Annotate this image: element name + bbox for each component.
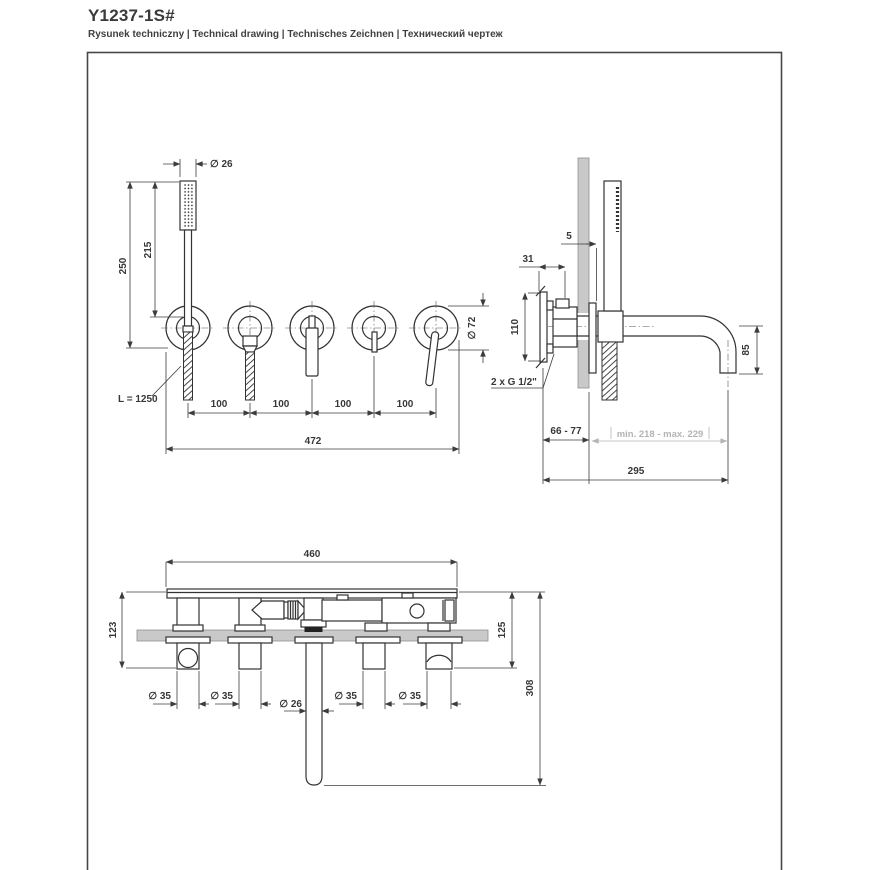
dim-plan-trim-diameter-4: ∅ 35 (398, 691, 421, 702)
front-view (118, 159, 489, 454)
dim-side-body-height: 110 (510, 318, 521, 336)
dim-plan-right-depth: 125 (497, 621, 508, 639)
side-wall (578, 158, 589, 388)
dim-side-wall-thickness-range: 66 - 77 (550, 426, 582, 437)
dim-side-in-wall-depth: 31 (522, 254, 534, 265)
dim-plan-trim-diameter-1: ∅ 35 (148, 691, 171, 702)
dim-front-rosette-diameter: ∅ 72 (467, 316, 478, 340)
drawing-frame (88, 53, 782, 870)
dim-front-handshower-diameter: ∅ 26 (210, 159, 233, 170)
dim-plan-left-depth: 123 (108, 621, 119, 639)
dim-front-hose-length: L = 1250 (118, 394, 158, 405)
side-handshower (604, 181, 621, 311)
dim-plan-total-depth: 308 (525, 679, 536, 697)
dim-front-spacing-2: 100 (272, 399, 290, 410)
dim-front-spacing-3: 100 (334, 399, 352, 410)
front-handshower (180, 181, 196, 400)
dim-side-escutcheon-offset: 5 (566, 231, 572, 242)
dim-side-connection-thread: 2 x G 1/2" (491, 377, 537, 388)
dim-plan-spout-diameter: ∅ 26 (279, 699, 302, 710)
dim-front-spacing-4: 100 (396, 399, 414, 410)
side-hose (602, 342, 617, 400)
dim-front-total-width: 472 (304, 436, 322, 447)
plan-dimensions (108, 549, 546, 786)
page-subtitle: Rysunek techniczny | Technical drawing | Technisches Zeichnen | Технический чертеж (88, 29, 503, 40)
side-escutcheon (589, 303, 596, 373)
dim-plan-rail-width: 460 (303, 549, 321, 560)
front-diverter-stem (372, 332, 377, 352)
front-hose-outlet (243, 336, 257, 400)
side-hose-holder (598, 311, 623, 342)
dim-front-height-to-holder: 215 (143, 241, 154, 259)
plan-spout-tube (306, 643, 322, 785)
dim-plan-trim-diameter-3: ∅ 35 (334, 691, 357, 702)
plan-view (108, 549, 546, 786)
dim-plan-trim-diameter-2: ∅ 35 (210, 691, 233, 702)
dim-front-spacing-1: 100 (210, 399, 228, 410)
side-view (491, 158, 763, 484)
side-valve-body (536, 286, 577, 368)
page-title: Y1237-1S# (88, 6, 175, 25)
dim-side-spout-length: 295 (627, 466, 645, 477)
dim-side-spout-drop: 85 (741, 344, 752, 356)
dim-front-height-total: 250 (118, 257, 129, 275)
plan-manifold-bodies (322, 593, 456, 623)
dim-side-spout-projection-range: min. 218 - max. 229 (616, 429, 704, 440)
plan-spout-column (295, 598, 333, 785)
